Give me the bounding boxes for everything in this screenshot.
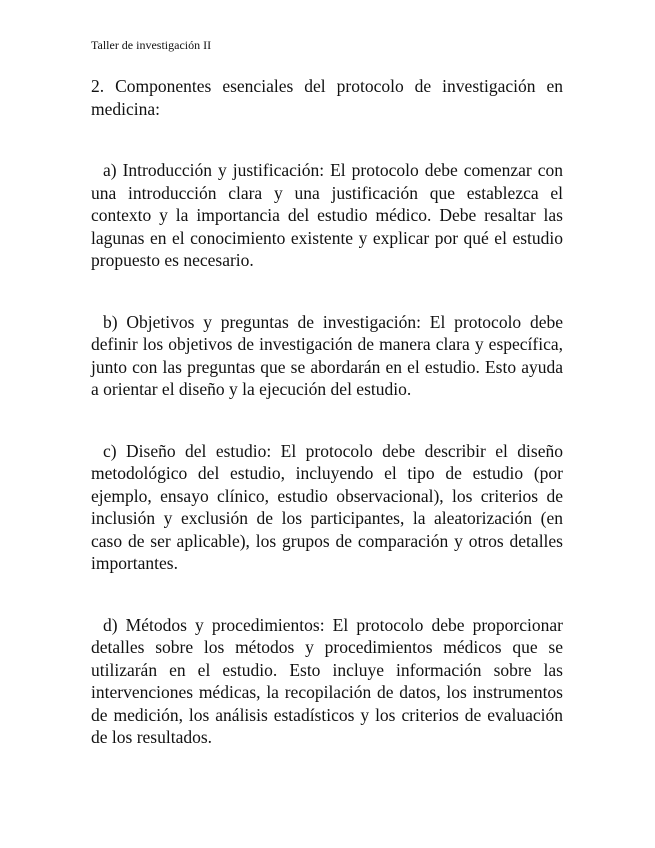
paragraph-diseno: c) Diseño del estudio: El protocolo debe describir el diseño metodológico del estudio, incluyendo el tipo de estudio (por ejemplo, ensayo clínico, estudio observacional), los criterios de inclusión y exclusión de los participantes, la aleatorización (en caso de ser aplicable), los grupos de comparación y otros detalles importantes.	[91, 440, 563, 573]
paragraph-introduccion: a) Introducción y justificación: El protocolo debe comenzar con una introducción clara y una justificación que establezca el contexto y la importancia del estudio médico. Debe resaltar las lagunas en el conocimiento existente y explicar por qué el estudio propuesto es necesario.	[91, 160, 563, 270]
document-body	[91, 75, 563, 749]
section-heading: 2. Componentes esenciales del protocolo de investigación en medicina:	[91, 76, 563, 119]
running-header: Taller de investigación II	[91, 38, 212, 52]
paragraph-objetivos: b) Objetivos y preguntas de investigación: El protocolo debe definir los objetivos de investigación de manera clara y específica, junto con las preguntas que se abordarán en el estudio. Esto ayuda a orientar el diseño y la ejecución del estudio.	[91, 311, 563, 399]
paragraph-metodos: d) Métodos y procedimientos: El protocolo debe proporcionar detalles sobre los métodos y procedimientos médicos que se utilizarán en el estudio. Esto incluye información sobre las intervenciones médicas, la recopilación de datos, los instrumentos de medición, los análisis estadísticos y los criterios de evaluación de los resultados.	[91, 614, 563, 747]
